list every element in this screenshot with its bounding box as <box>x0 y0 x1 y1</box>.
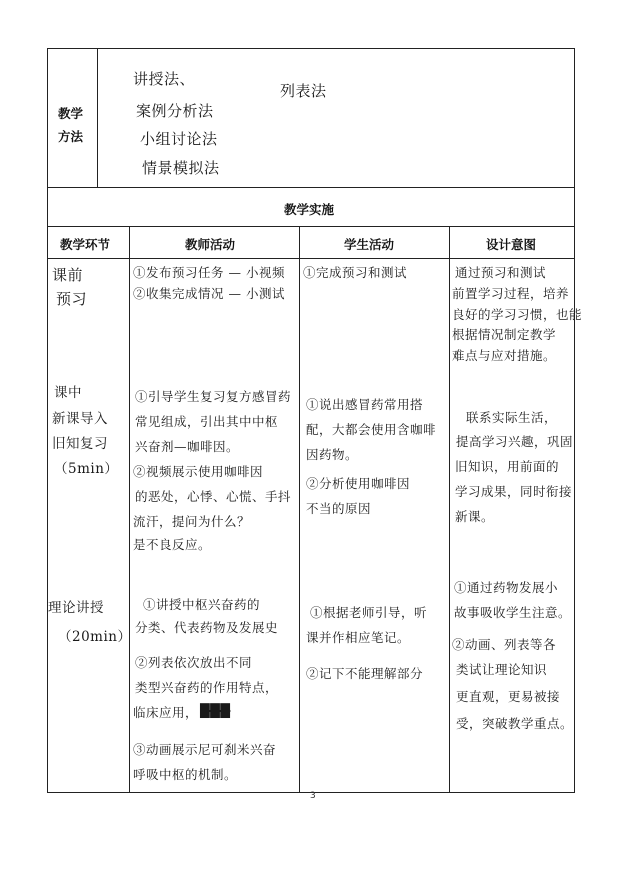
teacher-line: 类型兴奋药的作用特点， <box>135 680 279 695</box>
intent-line: 联系实际生活， <box>466 410 558 425</box>
header-student: 学生活动 <box>344 237 395 252</box>
stage-intro: 旧知复习 <box>52 436 108 452</box>
column-divider <box>97 48 98 187</box>
column-divider <box>299 226 300 793</box>
stage-preview: 预习 <box>56 290 88 308</box>
student-line: 不当的原因 <box>306 501 372 516</box>
method-item: 小组讨论法 <box>140 130 218 148</box>
stage-intro: 新课导入 <box>52 411 108 427</box>
column-divider <box>129 226 130 793</box>
intent-line: 受，突破教学重点。 <box>456 716 574 731</box>
header-teacher: 教师活动 <box>185 237 236 252</box>
stage-preview: 课前 <box>52 266 84 284</box>
crossed-out-text: ███ <box>200 703 231 718</box>
intent-line: 良好的学习习惯，也能 <box>452 307 583 322</box>
intent-line: 根据情况制定教学 <box>452 327 557 342</box>
intent-line: 提高学习兴趣，巩固 <box>456 434 574 449</box>
teacher-line: 临床应用， <box>133 705 199 720</box>
intent-line: ②动画、列表等各 <box>452 637 557 652</box>
intent-line: 难点与应对措施。 <box>452 348 557 363</box>
row-divider <box>47 187 575 188</box>
teacher-line: 是不良反应。 <box>133 537 212 552</box>
method-item: 案例分析法 <box>136 102 214 120</box>
stage-theory: 理论讲授 <box>48 600 104 616</box>
page-number: 3 <box>310 791 316 801</box>
intent-line: ①通过药物发展小 <box>454 580 559 595</box>
teacher-line: 流汗，提问为什么？ <box>133 514 251 529</box>
method-item-extra: 列表法 <box>280 82 327 100</box>
teacher-line: ②视频展示使用咖啡因 <box>133 464 264 479</box>
intent-line: 通过预习和测试 <box>455 265 547 280</box>
student-line: 配，大都会使用含咖啡 <box>306 422 437 437</box>
teacher-line: 兴奋剂—咖啡因。 <box>135 439 240 454</box>
student-line: ①根据老师引导，听 <box>310 605 428 620</box>
teacher-line: 常见组成，引出其中中枢 <box>135 414 279 429</box>
method-label-line1: 教学 <box>58 106 84 121</box>
teacher-line: ③动画展示尼可刹米兴奋 <box>133 742 277 757</box>
student-line: ②记下不能理解部分 <box>306 666 424 681</box>
intent-line: 故事吸收学生注意。 <box>454 605 572 620</box>
teacher-line: ②列表依次放出不同 <box>135 655 253 670</box>
student-line: ①说出感冒药常用搭 <box>306 397 424 412</box>
student-line: 因药物。 <box>306 447 359 462</box>
method-item: 讲授法、 <box>133 70 196 88</box>
teacher-line: 的恶处，心悸、心慌、手抖 <box>135 489 292 504</box>
stage-intro: 课中 <box>54 385 82 401</box>
intent-line: 新课。 <box>455 509 495 524</box>
intent-line: 学习成果，同时衔接 <box>455 484 573 499</box>
student-line: 课并作相应笔记。 <box>306 630 411 645</box>
intent-line: 更直观，更易被接 <box>456 689 561 704</box>
teacher-line: 呼吸中枢的机制。 <box>133 767 238 782</box>
student-line: ②分析使用咖啡因 <box>306 476 411 491</box>
student-line: ①完成预习和测试 <box>303 265 408 280</box>
teacher-line: ①引导学生复习复方感冒药 <box>135 389 292 404</box>
intent-line: 前置学习过程，培养 <box>452 286 570 301</box>
column-divider <box>449 226 450 793</box>
header-intent: 设计意图 <box>486 237 537 252</box>
teacher-line: ②收集完成情况 — 小测试 <box>133 286 285 301</box>
stage-theory: （20min） <box>58 629 132 645</box>
intent-line: 类试让理论知识 <box>456 662 548 677</box>
method-label-line2: 方法 <box>58 129 84 144</box>
header-stage: 教学环节 <box>60 237 111 252</box>
stage-intro: （5min） <box>54 461 119 477</box>
intent-line: 旧知识，用前面的 <box>455 459 560 474</box>
row-divider <box>47 258 575 259</box>
method-item: 情景模拟法 <box>142 159 220 177</box>
implementation-title: 教学实施 <box>284 202 335 217</box>
teacher-line: ①讲授中枢兴奋药的 <box>143 597 261 612</box>
teacher-line: 分类、代表药物及发展史 <box>135 620 279 635</box>
row-divider <box>47 226 575 227</box>
teacher-line: ①发布预习任务 — 小视频 <box>133 265 285 280</box>
